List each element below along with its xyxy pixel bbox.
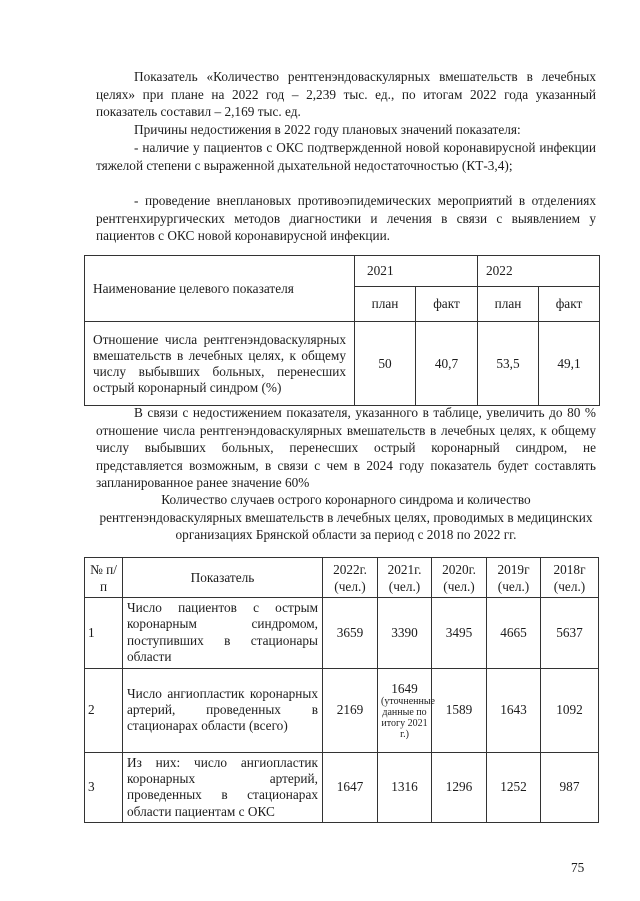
value-2021-cell (378, 668, 435, 752)
value-2021: 1649 (391, 680, 418, 696)
value-fact-2022: 49,1 (539, 322, 600, 406)
header-num: № п/п (85, 558, 123, 598)
value-2019: 1643 (487, 668, 541, 752)
table-row (85, 598, 599, 669)
value-2020: 1296 (432, 752, 487, 823)
header-year-2021: 2021 (355, 256, 478, 287)
row-num: 3 (85, 752, 123, 823)
paragraph-reasons-heading: Причины недостижения в 2022 году плановых значений показателя: (134, 122, 521, 137)
row-num: 1 (85, 598, 123, 669)
paragraph-indicator-summary: Показатель «Количество рентгенэндоваскулярных вмешательств в лечебных целях» при плане на 2022 год – 2,239 тыс. ед., по итогам 2022 года указанный показатель составил – 2,169 тыс. ед. (96, 69, 596, 120)
value-plan-2021: 50 (355, 322, 416, 406)
value-2021: 1316 (378, 752, 432, 823)
value-2022: 1647 (323, 752, 378, 823)
header-indicator: Показатель (123, 558, 323, 598)
header-2019: 2019г (чел.) (487, 558, 541, 598)
table-row (85, 752, 599, 823)
header-plan-2021: план (355, 287, 416, 322)
value-2019: 1252 (487, 752, 541, 823)
value-2018: 5637 (541, 598, 599, 669)
header-indicator-name: Наименование целевого показателя (85, 256, 355, 322)
header-2021: 2021г. (чел.) (378, 558, 432, 598)
header-year-2022: 2022 (478, 256, 600, 287)
value-2020: 1589 (432, 668, 487, 752)
value-2020: 3495 (432, 598, 487, 669)
value-2018: 1092 (541, 668, 599, 752)
header-2022: 2022г. (чел.) (323, 558, 378, 598)
header-2020: 2020г. (чел.) (432, 558, 487, 598)
acs-statistics-table (84, 557, 599, 823)
value-2021: 3390 (378, 598, 432, 669)
header-fact-2021: факт (416, 287, 478, 322)
value-2022: 2169 (323, 668, 378, 752)
row-indicator: Из них: число ангиопластик коронарных артерий, проведенных в стационарах области пациентам с ОКС (123, 752, 323, 823)
row-indicator: Число пациентов с острым коронарным синдромом, поступивших в стационары области (123, 598, 323, 669)
row-num: 2 (85, 668, 123, 752)
value-plan-2022: 53,5 (478, 322, 539, 406)
value-2022: 3659 (323, 598, 378, 669)
value-2021-note: (уточненные данные по итогу 2021 г.) (381, 695, 435, 740)
target-indicator-table (84, 255, 600, 406)
header-2018: 2018г (чел.) (541, 558, 599, 598)
page-number: 75 (571, 860, 585, 875)
header-plan-2022: план (478, 287, 539, 322)
value-2018: 987 (541, 752, 599, 823)
paragraph-reason-1: - наличие у пациентов с ОКС подтвержденной новой коронавирусной инфекции тяжелой степени с выраженной дыхательной недостаточностью (КТ-3,4); (96, 140, 596, 173)
paragraph-reason-2: - проведение внеплановых противоэпидемических мероприятий в отделениях рентгенхирургических методов диагностики и лечения в связи с выявлением у пациентов с ОКС новой коронавирусной инфекции. (96, 193, 596, 244)
row-indicator: Число ангиопластик коронарных артерий, проведенных в стационарах области (всего) (123, 668, 323, 752)
row-indicator-name: Отношение числа рентгенэндоваскулярных вмешательств в лечебных целях, к общему числу выбывших больных, перенесших острый коронарный синдром (%) (85, 322, 355, 406)
table-caption: Количество случаев острого коронарного синдрома и количество рентгенэндоваскулярных вмешательств в лечебных целях, проводимых в медицинских организациях Брянской области за период с 2018 по 2022 гг. (99, 492, 593, 543)
value-2019: 4665 (487, 598, 541, 669)
header-fact-2022: факт (539, 287, 600, 322)
value-fact-2021: 40,7 (416, 322, 478, 406)
paragraph-conclusion: В связи с недостижением показателя, указанного в таблице, увеличить до 80 % отношение числа рентгенэндоваскулярных вмешательств в лечебных целях, к общему числу выбывших больных, перенесших острый коронарный синдром, не представляется возможным, в связи с чем в 2024 году показатель будет составлять запланированное ранее значение 60% (96, 405, 596, 491)
table-row (85, 668, 599, 752)
